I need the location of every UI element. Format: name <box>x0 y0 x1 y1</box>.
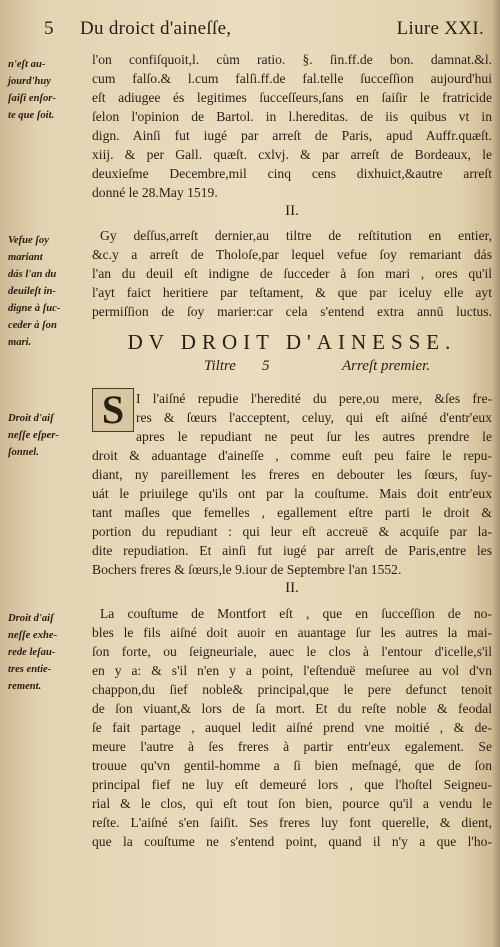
running-header <box>40 18 490 44</box>
text-line: bles le fils aiſné doit auoir en auantage ſur les autres la mai- <box>92 625 492 640</box>
text-line: diant, ny pareillement les freres en debouter les ſœurs, ſuy- <box>92 467 492 482</box>
text-line: dign. Ainſi fut iugé par arreſt de Paris, apud Auffr.quæſt. <box>92 128 492 143</box>
text-line: ſe fait partage , auquel ledit aiſné prend vne moitié , & de- <box>92 720 492 735</box>
text-line: chappon,du ſief noble& principal,que le pere defunct tenoit <box>92 682 492 697</box>
text-line: res & ſœurs l'acceptent, celuy, qui eſt aiſné d'entr'eux <box>136 410 492 425</box>
text-line: deuxieſme Decembre,mil cinq cens dixhuict,&autre arreſt <box>92 166 492 181</box>
text-line: l'ayt faict heritiere par teſtament, & que par iceluy elle ayt <box>92 285 492 300</box>
text-line: trouue qu'vn gentil-homme a ſi bien meſnagé, que de ſon <box>92 758 492 773</box>
text-line: uát le priuilege qu'ils ont par la couſtume. Mais doit entr'eux <box>92 486 492 501</box>
text-line: rial & le clos, qui eſt tout ſon bien, pource qu'il a vendu le <box>92 796 492 811</box>
text-line: I l'aiſné repudie l'heredité du pere,ou mere, &ſes fre- <box>136 391 492 406</box>
text-line: de ſon viuant,& lors de ſa mort. Et du reſte noble & feodal <box>92 701 492 716</box>
section-number: II. <box>285 580 299 596</box>
margin-note-4: Droit d'aiſ neſſe exhe- rede leſau- tres entie- rement. <box>8 613 58 692</box>
text-line: Gy deſſus,arreſt dernier,au tiltre de reſtitution en entier, <box>100 228 492 243</box>
text-line: permiſſion de ſoy marier:car cela s'entend extra annū luctus. <box>92 304 492 319</box>
section-number: II. <box>285 203 299 219</box>
text-line: droit & aduantage d'aineſſe , comme euſt peu faire le repu- <box>92 448 492 463</box>
text-line: Bochers freres & ſœurs,le 9.iour de Septembre l'an 1552. <box>92 562 402 577</box>
margin-note-3: Droit d'aiſ neſſe eſper- ſonnel. <box>8 413 59 458</box>
text-line: &c.y a arreſt de Tholoſe,par lequel vefue ſoy remariant dás <box>92 247 492 262</box>
text-line: que la couſtume ne s'entend point, quand il n'y a que l'ho- <box>92 834 492 849</box>
text-line: apres le repudiant ne peut ſur les autres prendre le <box>136 429 492 444</box>
margin-note-2: Vefue ſoy mariant dás l'an du deuileſt in- digne à ſuc- ceder à ſon mari. <box>8 235 61 348</box>
text-line: principal fief ne luy eſt demeuré lors , que l'hoſtel Seigneu- <box>92 777 492 792</box>
drop-initial: S <box>92 388 134 432</box>
text-line: eſt adiugee és legitimes ſucceſſeurs,ſans en ſaiſir le fratricide <box>92 90 492 105</box>
page-gutter-shadow <box>492 0 500 947</box>
text-line: donné le 28.May 1519. <box>92 185 218 200</box>
text-line: en y a: & s'il n'en y a point, l'eſtenduë meſuree au vol d'vn <box>92 663 492 678</box>
text-line: ſelon l'opinion de Bartol. in l.hereditas. de iis quibus vt in <box>92 109 492 124</box>
text-line: l'on confiſquoit,l. cùm ratio. §. ſin.ff.de bon. damnat.&l. <box>92 52 492 67</box>
text-line: ſon forte, ou ſeigneuriale, auec le clos à l'entour d'icelle,s'il <box>92 644 492 659</box>
tiltre-number: 5 <box>262 358 270 374</box>
text-line: dite repudiation. Et ainſi fut iugé par arreſt de Paris,entre les <box>92 543 492 558</box>
margin-note-1: n'eſt au- jourd'huy ſaiſi enſor- te que ſoit. <box>8 59 56 121</box>
book-number: Liure XXI. <box>396 18 484 39</box>
text-line: xiij. & per Gall. quæſt. cxlvj. & par arreſt de Bordeaux, le <box>92 147 492 162</box>
tiltre-label: Tiltre <box>204 358 236 374</box>
text-line: portion du repudiant : qui leur eſt accreuë & acquiſe par la- <box>92 524 492 539</box>
text-line: tant maſles que femelles , egallement eſtre parti le droit & <box>92 505 492 520</box>
text-line: meure l'autre à ſes freres à partir entr'eux egalement. Se <box>92 739 492 754</box>
arrest-label: Arreſt premier. <box>342 358 431 374</box>
running-title: Du droict d'aineſſe, <box>80 18 232 39</box>
text-line: l'an du deuil eſt indigne de ſucceder à ſon mari , ores qu'il <box>92 266 492 281</box>
chapter-heading: DV DROIT D'AINESSE. <box>127 330 457 354</box>
page-number: 5 <box>44 18 54 39</box>
text-line: reſte. L'aiſné s'en ſaiſit. Ses freres luy font querelle, & dient, <box>92 815 492 830</box>
text-line: cum falſo.& l.cum falſi.ff.de fal.telle ſucceſſion aujourd'hui <box>92 71 492 86</box>
text-line: La couſtume de Montfort eſt , que en ſucceſſion de no- <box>100 606 492 621</box>
